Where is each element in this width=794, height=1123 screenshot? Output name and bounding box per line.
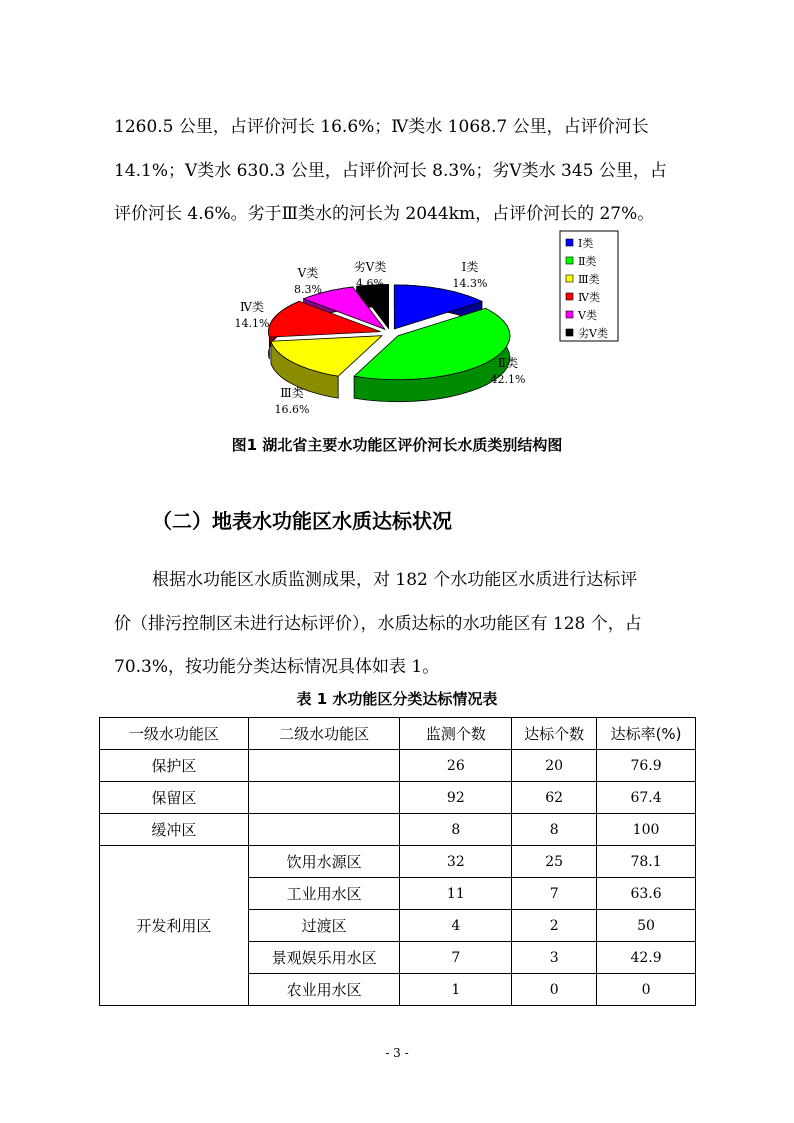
legend-entry: Ⅱ类 <box>578 255 597 268</box>
table-cell: 50 <box>597 910 696 942</box>
table-header-row <box>100 718 696 750</box>
page-number: - 3 - <box>385 1046 409 1060</box>
table-cell: 缓冲区 <box>100 814 249 846</box>
table-cell: 4 <box>400 910 512 942</box>
pie-label-name: Ⅰ类 <box>461 260 479 274</box>
intro-line: 14.1%；Ⅴ类水 630.3 公里，占评价河长 8.3%；劣Ⅴ类水 345 公里，占 <box>114 161 667 181</box>
table-row <box>100 846 696 878</box>
table-cell: 7 <box>512 878 597 910</box>
table-cell: 过渡区 <box>248 910 400 942</box>
table-cell: 保护区 <box>100 750 249 782</box>
pie-label-name: Ⅱ类 <box>497 356 519 370</box>
body-line: 根据水功能区水质监测成果，对 182 个水功能区水质进行达标评 <box>152 570 638 590</box>
legend-entry: 劣Ⅴ类 <box>578 327 608 340</box>
table-cell: 0 <box>597 974 696 1006</box>
table-cell: 工业用水区 <box>248 878 400 910</box>
table-cell: 26 <box>400 750 512 782</box>
legend-entry: Ⅰ类 <box>578 237 594 250</box>
legend-swatch <box>566 239 573 246</box>
section-heading: （二）地表水功能区水质达标状况 <box>152 509 452 533</box>
pie-label-value: 42.1% <box>490 373 526 386</box>
table-cell: 饮用水源区 <box>248 846 400 878</box>
table-cell: 7 <box>400 942 512 974</box>
legend-swatch <box>566 275 573 282</box>
legend-entry: Ⅳ类 <box>578 291 600 304</box>
table-cell: 76.9 <box>597 750 696 782</box>
pie-label-name: Ⅳ类 <box>240 300 264 314</box>
table-cell: 8 <box>400 814 512 846</box>
table-header-cell: 达标率(%) <box>597 718 696 750</box>
table-cell: 67.4 <box>597 782 696 814</box>
table-group-cell: 开发利用区 <box>100 846 249 1006</box>
table-header-cell: 监测个数 <box>400 718 512 750</box>
table-cell: 保留区 <box>100 782 249 814</box>
table-cell: 42.9 <box>597 942 696 974</box>
figure-caption: 图1 湖北省主要水功能区评价河长水质类别结构图 <box>231 436 563 454</box>
table-cell: 2 <box>512 910 597 942</box>
intro-line: 1260.5 公里，占评价河长 16.6%；Ⅳ类水 1068.7 公里，占评价河长 <box>114 117 649 137</box>
water-quality-pie-chart <box>230 225 630 425</box>
legend-entry: Ⅴ类 <box>578 309 597 322</box>
intro-line: 评价河长 4.6%。劣于Ⅲ类水的河长为 2044km，占评价河长的 27%。 <box>114 204 655 224</box>
table-cell: 1 <box>400 974 512 1006</box>
table-cell: 3 <box>512 942 597 974</box>
legend-entry: Ⅲ类 <box>578 273 600 286</box>
table-cell: 农业用水区 <box>248 974 400 1006</box>
body-line: 70.3%，按功能分类达标情况具体如表 1。 <box>114 657 440 677</box>
table-cell: 景观娱乐用水区 <box>248 942 400 974</box>
table-header-cell: 一级水功能区 <box>100 718 249 750</box>
pie-label-name: 劣Ⅴ类 <box>353 260 387 274</box>
table-cell: 62 <box>512 782 597 814</box>
compliance-table <box>99 717 696 1006</box>
table-title: 表 1 水功能区分类达标情况表 <box>296 690 498 708</box>
body-line: 价（排污控制区未进行达标评价），水质达标的水功能区有 128 个，占 <box>114 614 642 634</box>
table-header-cell: 二级水功能区 <box>248 718 400 750</box>
legend-swatch <box>566 293 573 300</box>
pie-label-value: 4.6% <box>356 277 384 290</box>
table-cell: 0 <box>512 974 597 1006</box>
chart-legend <box>560 231 618 341</box>
table-cell: 78.1 <box>597 846 696 878</box>
legend-swatch <box>566 257 573 264</box>
table-row <box>100 782 696 814</box>
pie-label-name: Ⅲ类 <box>280 386 304 400</box>
table-cell: 8 <box>512 814 597 846</box>
table-cell <box>248 782 400 814</box>
table-cell <box>248 814 400 846</box>
table-cell: 20 <box>512 750 597 782</box>
table-cell: 25 <box>512 846 597 878</box>
table-row <box>100 750 696 782</box>
table-row <box>100 814 696 846</box>
pie-label-value: 8.3% <box>294 283 322 296</box>
table-cell: 63.6 <box>597 878 696 910</box>
pie-label-value: 14.1% <box>234 317 270 330</box>
table-cell: 100 <box>597 814 696 846</box>
table-header-cell: 达标个数 <box>512 718 597 750</box>
table-cell <box>248 750 400 782</box>
legend-swatch <box>566 329 573 336</box>
pie-label-value: 14.3% <box>452 277 488 290</box>
table-cell: 11 <box>400 878 512 910</box>
pie-label-name: Ⅴ类 <box>297 266 319 280</box>
table-cell: 32 <box>400 846 512 878</box>
table-cell: 92 <box>400 782 512 814</box>
pie-label-value: 16.6% <box>274 403 310 416</box>
legend-swatch <box>566 311 573 318</box>
